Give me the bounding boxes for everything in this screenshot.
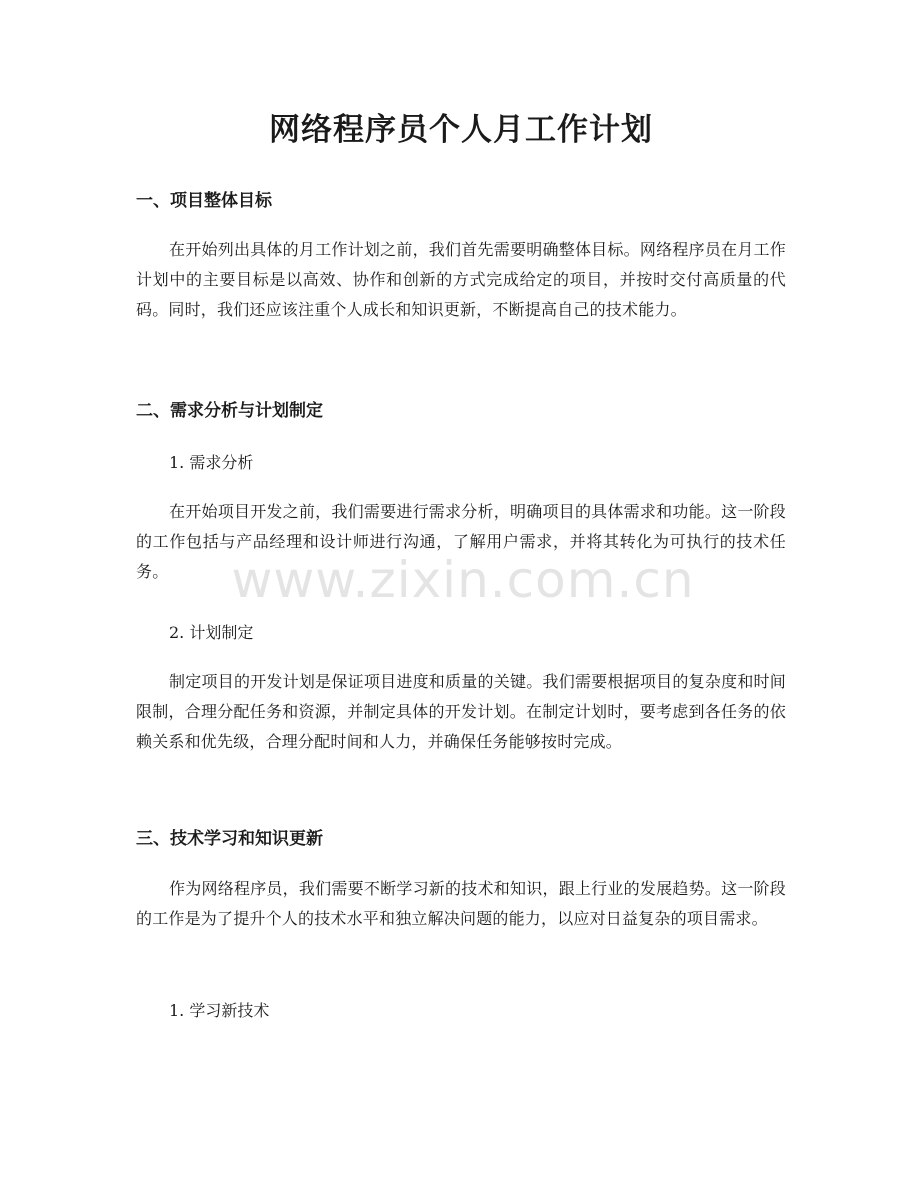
subsection-label-requirements: 1. 需求分析 (169, 453, 254, 472)
section-heading-goal: 一、项目整体目标 (136, 191, 272, 211)
section-heading-analysis: 二、需求分析与计划制定 (136, 401, 323, 421)
subsection-label-new-tech: 1. 学习新技术 (169, 1001, 270, 1020)
subsection-label-planning: 2. 计划制定 (169, 623, 254, 642)
section-goal-paragraph: 在开始列出具体的月工作计划之前，我们首先需要明确整体目标。网络程序员在月工作计划中的主要目标是以高效、协作和创新的方式完成给定的项目，并按时交付高质量的代码。同时，我们还应该注重个人成长和知识更新，不断提高自己的技术能力。 (136, 240, 786, 319)
subsection-planning-paragraph: 制定项目的开发计划是保证项目进度和质量的关键。我们需要根据项目的复杂度和时间限制，合理分配任务和资源，并制定具体的开发计划。在制定计划时，要考虑到各任务的依赖关系和优先级，合理分配时间和人力，并确保任务能够按时完成。 (136, 672, 786, 751)
section-heading-learning: 三、技术学习和知识更新 (136, 829, 323, 849)
section-learning-paragraph: 作为网络程序员，我们需要不断学习新的技术和知识，跟上行业的发展趋势。这一阶段的工作是为了提升个人的技术水平和独立解决问题的能力，以应对日益复杂的项目需求。 (136, 879, 786, 928)
watermark: www.zixin.com.cn (231, 551, 695, 609)
subsection-requirements-paragraph: 在开始项目开发之前，我们需要进行需求分析，明确项目的具体需求和功能。这一阶段的工作包括与产品经理和设计师进行沟通，了解用户需求，并将其转化为可执行的技术任务。 (136, 502, 786, 581)
document-title: 网络程序员个人月工作计划 (269, 112, 653, 148)
